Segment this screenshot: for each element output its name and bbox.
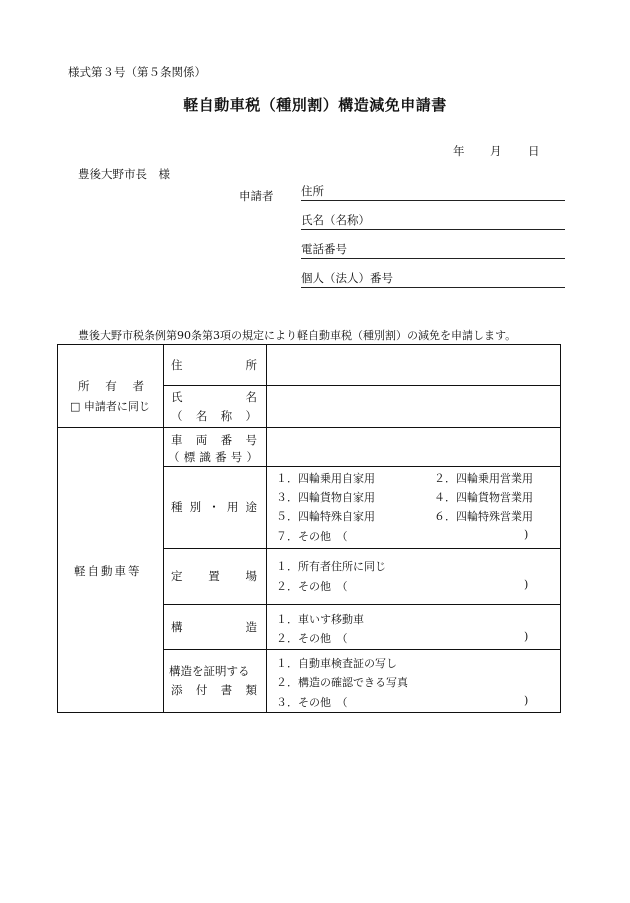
table-divider (163, 385, 560, 386)
date-year-label: 年 (453, 144, 465, 158)
usage-option-3[interactable]: ３．四輪貨物自家用 (276, 491, 375, 504)
applicant-phone-field[interactable] (301, 244, 565, 259)
applicant-id-number-field[interactable] (301, 273, 565, 288)
applicant-phone-label: 電話番号 (301, 242, 347, 256)
owner-name-label: 氏 名 (171, 390, 257, 404)
location-label: 定 置 場 (171, 569, 257, 583)
applicant-address-field[interactable] (301, 186, 565, 201)
structure-option-2-other[interactable]: ２．その他 （ (276, 632, 348, 645)
applicant-name-label: 氏名（名称） (301, 213, 370, 227)
plate-number-label: 車 両 番 号 (171, 433, 257, 447)
structure-other-close-paren: ) (524, 630, 529, 643)
usage-option-5[interactable]: ５．四輪特殊自家用 (276, 510, 375, 523)
owner-name-sublabel: （ 名 称 ） (171, 409, 257, 423)
usage-option-7-other[interactable]: ７．その他 （ (276, 530, 348, 543)
addressee: 豊後大野市長 様 (78, 167, 170, 181)
documents-other-close-paren: ) (524, 694, 529, 707)
table-divider (163, 604, 560, 605)
application-statement: 豊後大野市税条例第90条第3項の規定により軽自動車税（種別割）の減免を申請します。 (78, 329, 517, 342)
applicant-label: 申請者 (239, 189, 274, 203)
owner-header: 所 有 者 (78, 379, 144, 393)
documents-sublabel: 添 付 書 類 (171, 683, 257, 697)
documents-option-3-other[interactable]: ３．その他 （ (276, 696, 348, 709)
date-day-label: 日 (528, 144, 540, 158)
applicant-address-label: 住所 (301, 184, 324, 198)
location-other-close-paren: ) (524, 578, 529, 591)
table-divider (58, 427, 560, 428)
plate-number-input[interactable] (268, 429, 558, 465)
plate-number-sublabel: （ 標 識 番 号 ） (168, 450, 258, 464)
table-divider (163, 649, 560, 650)
structure-label: 構 造 (171, 620, 257, 634)
documents-option-2[interactable]: ２．構造の確認できる写真 (276, 676, 408, 689)
owner-name-input[interactable] (268, 387, 558, 426)
owner-same-as-applicant-checkbox[interactable]: □ 申請者に同じ (70, 400, 150, 413)
vehicle-header: 軽自動車等 (74, 564, 142, 578)
table-divider (163, 548, 560, 549)
documents-option-1[interactable]: １．自動車検査証の写し (276, 657, 397, 670)
documents-label: 構造を証明する (169, 664, 250, 678)
application-table (57, 344, 561, 713)
usage-option-2[interactable]: ２．四輪乗用営業用 (434, 472, 533, 485)
applicant-name-field[interactable] (301, 215, 565, 230)
usage-option-4[interactable]: ４．四輪貨物営業用 (434, 491, 533, 504)
owner-address-label: 住 所 (171, 358, 257, 372)
table-divider (266, 345, 267, 712)
owner-address-input[interactable] (268, 346, 558, 384)
form-number: 様式第３号（第５条関係） (68, 65, 206, 79)
applicant-id-number-label: 個人（法人）番号 (301, 271, 393, 285)
document-title: 軽自動車税（種別割）構造減免申請書 (183, 96, 447, 114)
table-divider (163, 345, 164, 712)
usage-option-6[interactable]: ６．四輪特殊営業用 (434, 510, 533, 523)
location-option-1[interactable]: １．所有者住所に同じ (276, 560, 386, 573)
usage-label: 種 別 ・ 用 途 (171, 500, 257, 514)
date-month-label: 月 (490, 144, 502, 158)
usage-option-1[interactable]: １．四輪乗用自家用 (276, 472, 375, 485)
usage-other-close-paren: ) (524, 528, 529, 541)
structure-option-1[interactable]: １．車いす移動車 (276, 613, 364, 626)
location-option-2-other[interactable]: ２．その他 （ (276, 580, 348, 593)
